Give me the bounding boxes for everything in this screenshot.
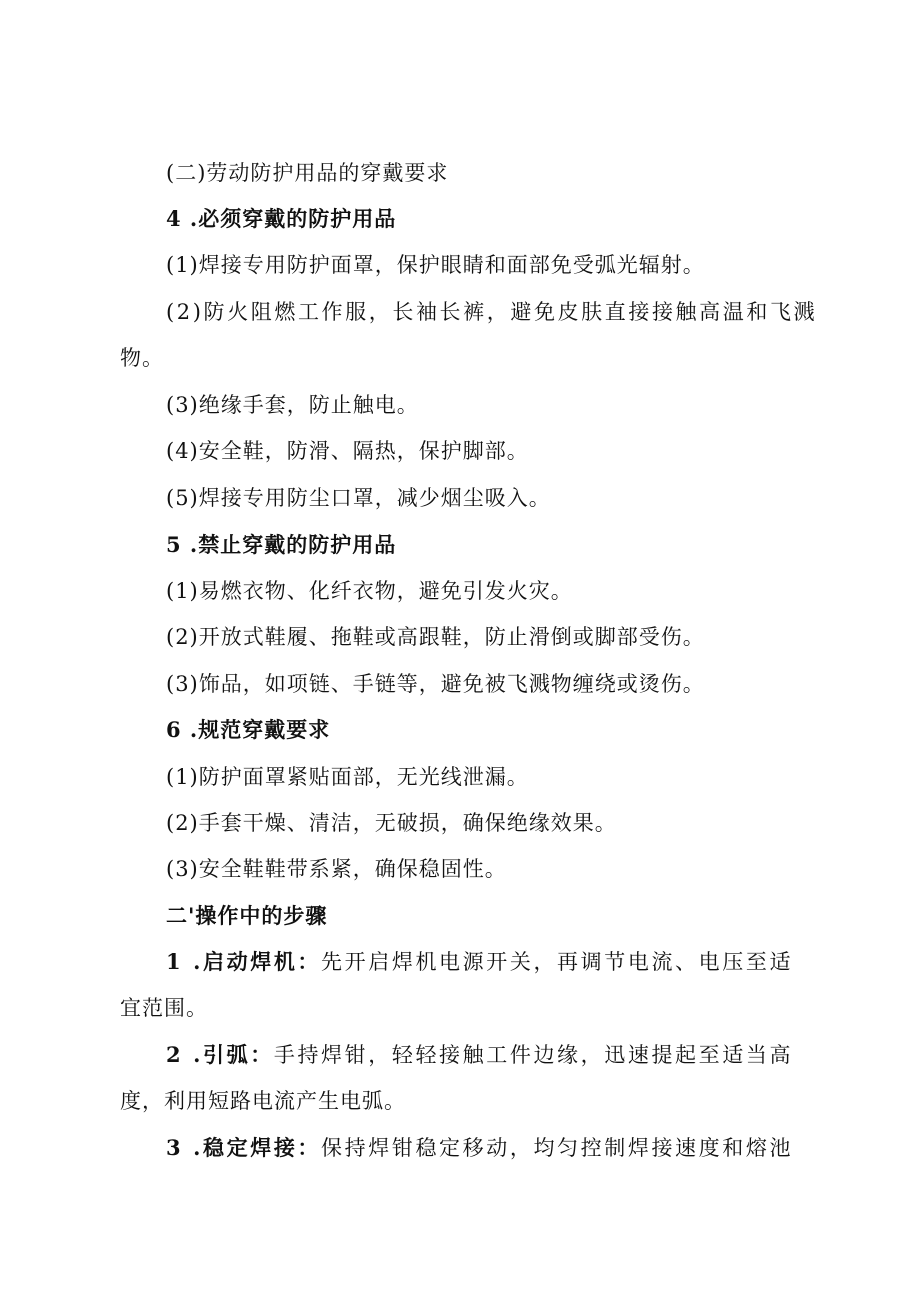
list-item: (1)易燃衣物、化纤衣物，避免引发火灾。 xyxy=(166,579,573,603)
list-item: (3)绝缘手套，防止触电。 xyxy=(166,393,419,417)
list-item: (3)饰品，如项链、手链等，避免被飞溅物缠绕或烫伤。 xyxy=(166,672,705,696)
step-text: 手持焊钳，轻轻接触工件边缘，迅速提起至适当高 xyxy=(273,1043,794,1067)
step-text-continuation: 宜范围。 xyxy=(120,996,208,1020)
step-text: 先开启焊机电源开关，再调节电流、电压至适 xyxy=(321,950,794,974)
step-label: 2 .引弧： xyxy=(166,1042,274,1067)
list-item: (3)安全鞋鞋带系紧，确保稳固性。 xyxy=(166,857,507,881)
step-paragraph xyxy=(166,947,866,977)
step-paragraph xyxy=(166,1133,866,1163)
section-heading-ppe: (二)劳动防护用品的穿戴要求 xyxy=(166,161,449,185)
list-item: (2)防火阻燃工作服，长袖长裤，避免皮肤直接接触高温和飞溅 xyxy=(166,300,818,324)
subsection-title-standard: 6 .规范穿戴要求 xyxy=(166,717,331,742)
list-item: (1)防护面罩紧贴面部，无光线泄漏。 xyxy=(166,765,529,789)
list-item-continuation: 物。 xyxy=(120,346,164,370)
step-paragraph xyxy=(166,1040,866,1070)
step-text: 保持焊钳稳定移动，均匀控制焊接速度和熔池 xyxy=(321,1136,794,1160)
step-label: 3 .稳定焊接： xyxy=(166,1135,322,1160)
list-item: (2)开放式鞋履、拖鞋或高跟鞋，防止滑倒或脚部受伤。 xyxy=(166,625,705,649)
list-item: (2)手套干燥、清洁，无破损，确保绝缘效果。 xyxy=(166,811,617,835)
list-item: (1)焊接专用防护面罩，保护眼睛和面部免受弧光辐射。 xyxy=(166,253,705,277)
list-item: (5)焊接专用防尘口罩，减少烟尘吸入。 xyxy=(166,486,551,510)
subsection-title-must-wear: 4 .必须穿戴的防护用品 xyxy=(166,206,397,231)
step-text-continuation: 度，利用短路电流产生电弧。 xyxy=(120,1089,406,1113)
subsection-title-forbidden: 5 .禁止穿戴的防护用品 xyxy=(166,532,397,557)
section-heading-steps: 二'操作中的步骤 xyxy=(166,903,328,928)
step-label: 1 .启动焊机： xyxy=(166,949,322,974)
list-item: (4)安全鞋，防滑、隔热，保护脚部。 xyxy=(166,439,529,463)
